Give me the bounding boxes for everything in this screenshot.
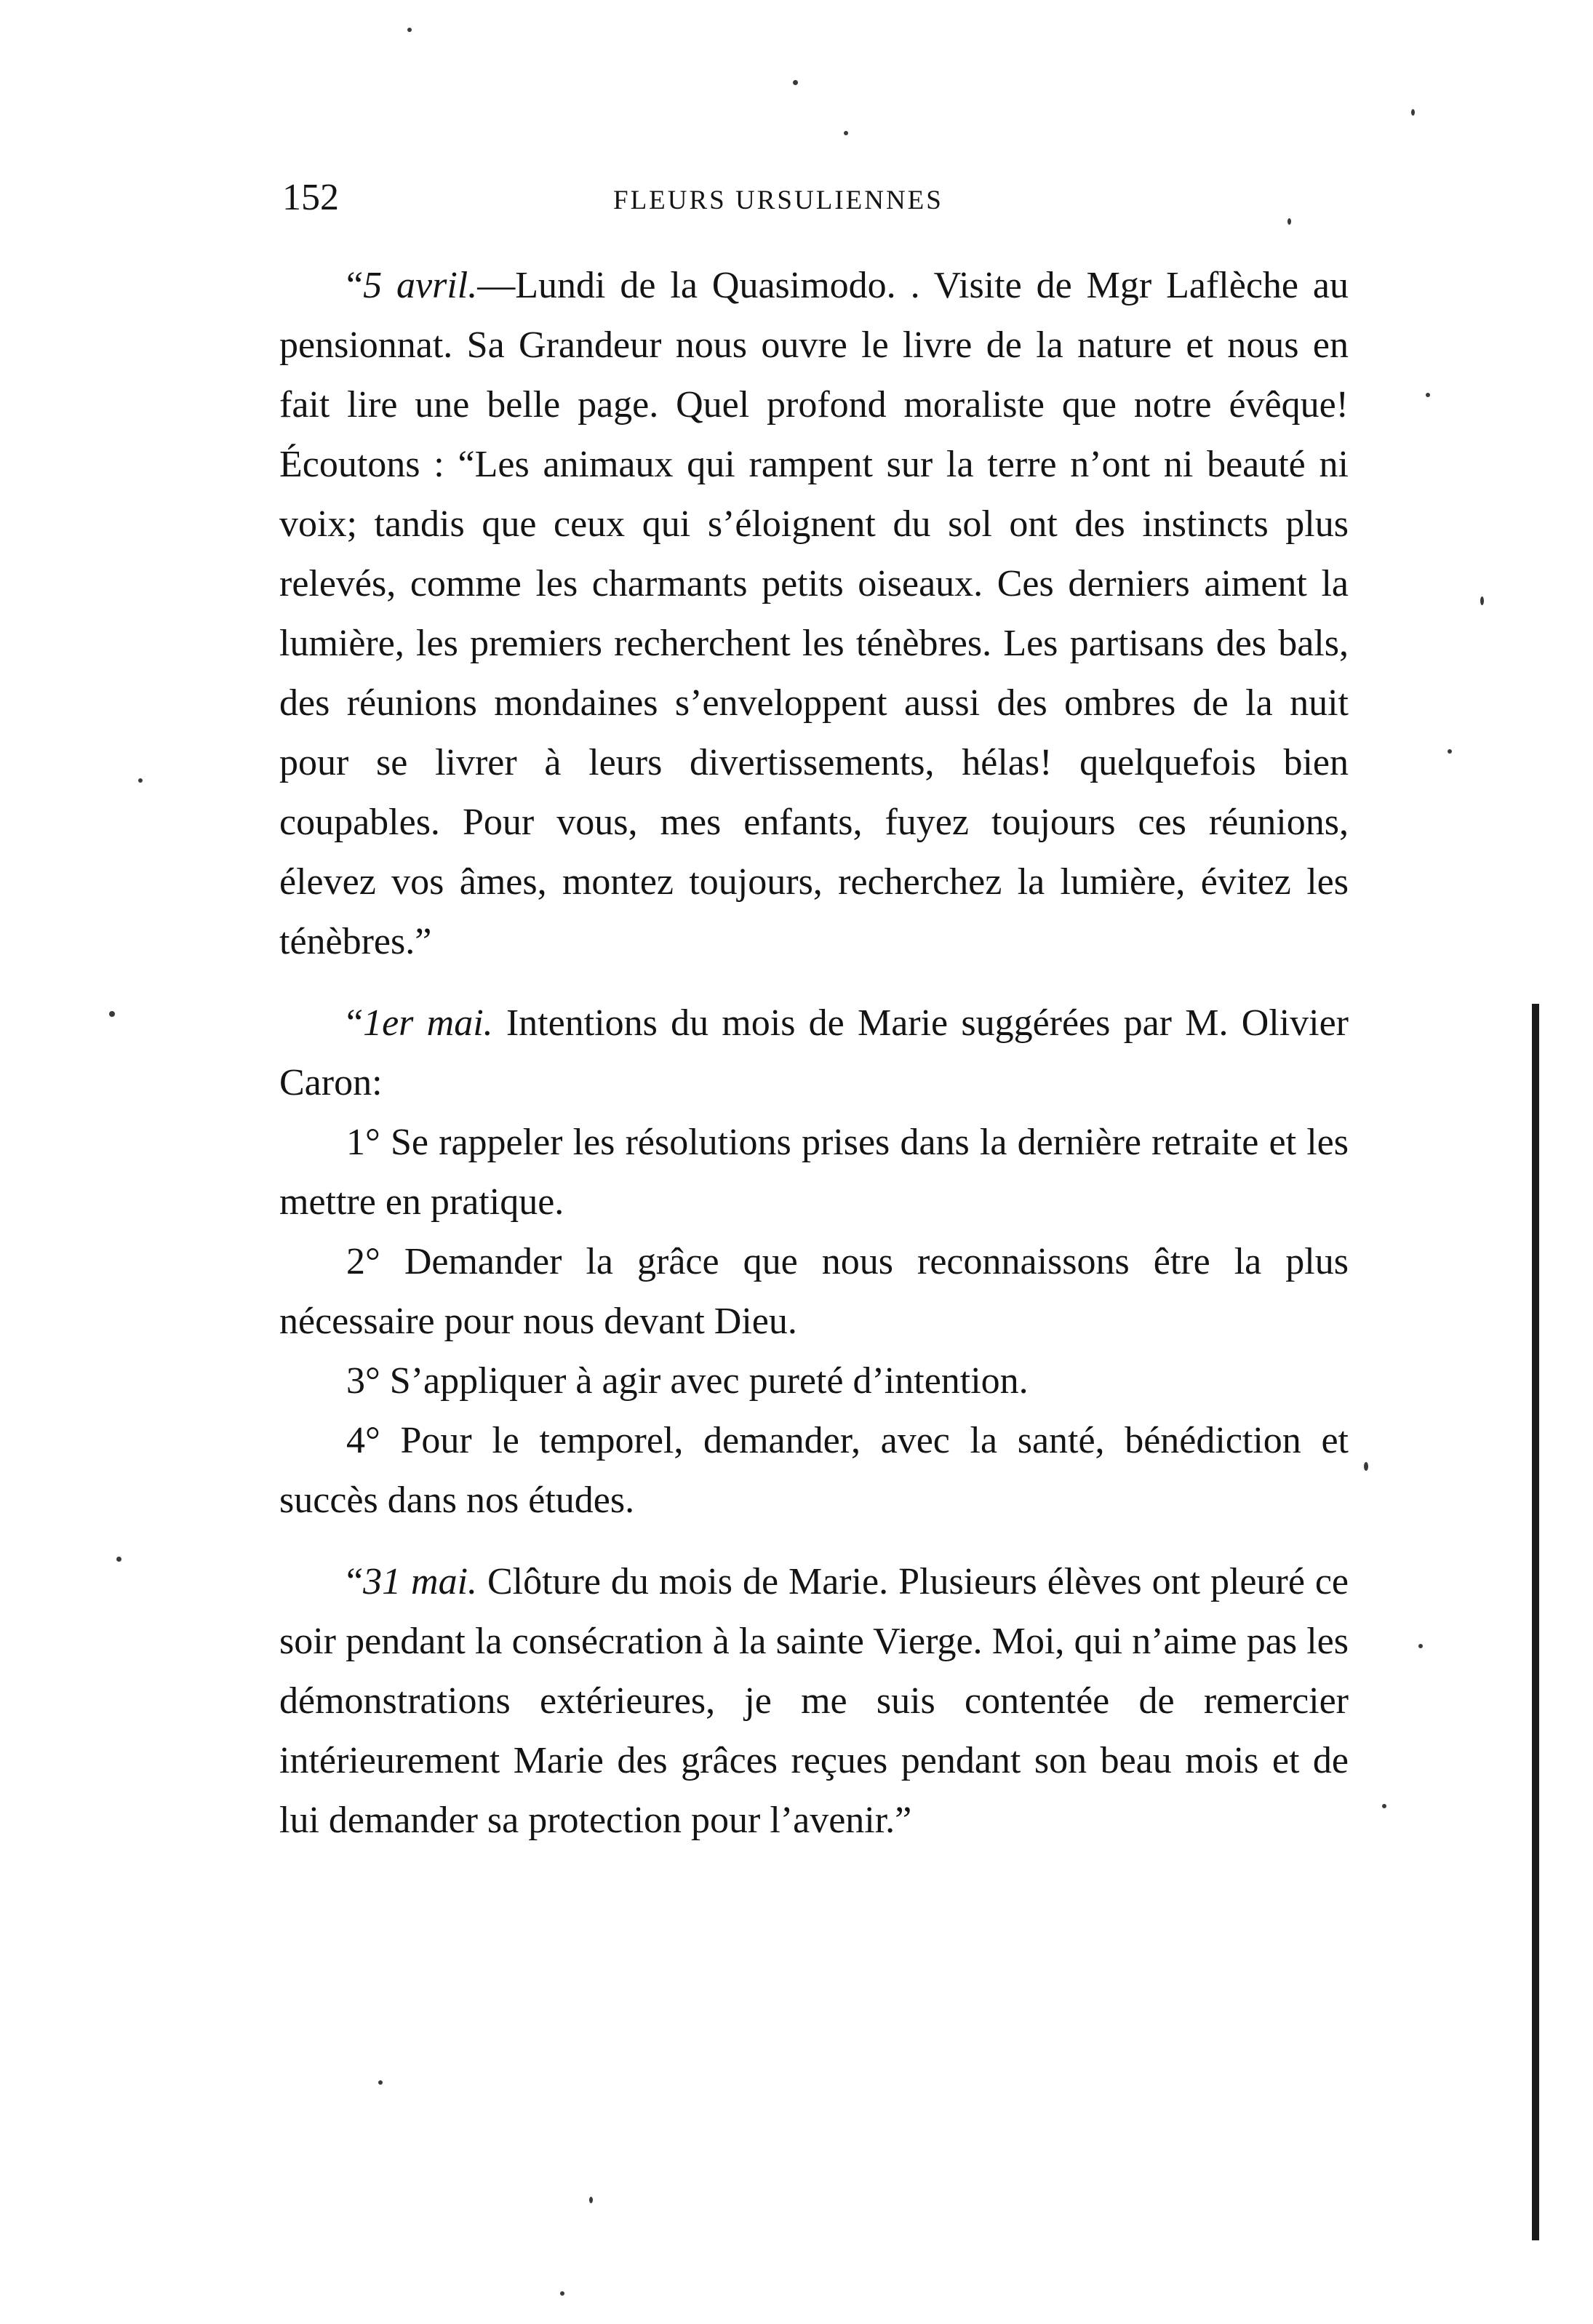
scan-speck bbox=[138, 778, 143, 783]
scan-speck bbox=[1287, 218, 1291, 225]
scan-speck bbox=[109, 1011, 115, 1017]
open-quote: “ bbox=[346, 1561, 364, 1602]
scan-speck bbox=[1480, 596, 1484, 605]
body-text bbox=[279, 256, 1349, 1850]
scan-speck bbox=[844, 131, 848, 135]
scan-speck bbox=[378, 2080, 383, 2085]
entry-april-5 bbox=[279, 256, 1349, 972]
entry-text: —Lundi de la Quasimodo. . Visite de Mgr Laflèche au pensionnat. Sa Grandeur nous ouvre le livre de la nature et nous en fait lire une belle page. Quel profond moraliste que notre évêque! Écoutons : “Les animaux qui rampent sur la terre n’ont ni beauté ni voix; tandis que ceux qui s’éloignent du sol ont des instincts plus relevés, comme les charmants petits oiseaux. Ces derniers aiment la lumière, les premiers recherchent les ténèbres. Les partisans des bals, des réunions mondaines s’enveloppent aussi des ombres de la nuit pour se livrer à leurs divertissements, hélas! quelquefois bien coupables. Pour vous, mes enfants, fuyez toujours ces réunions, élevez vos âmes, montez toujours, recherchez la lumière, évitez les ténèbres.” bbox=[279, 265, 1349, 962]
entry-date: 5 avril. bbox=[363, 265, 478, 306]
scan-speck bbox=[1418, 1644, 1423, 1648]
scan-speck bbox=[1411, 109, 1415, 116]
running-title: FLEURS URSULIENNES bbox=[613, 185, 943, 215]
scan-speck bbox=[793, 80, 798, 85]
intention-item: 1° Se rappeler les résolutions prises dans la dernière retraite et les mettre en pratique. bbox=[279, 1122, 1349, 1223]
entry-date: 31 mai. bbox=[363, 1561, 478, 1602]
intention-item: 4° Pour le temporel, demander, avec la santé, bénédiction et succès dans nos études. bbox=[279, 1420, 1349, 1521]
open-quote: “ bbox=[346, 1002, 364, 1044]
intention-item: 2° Demander la grâce que nous reconnaissons être la plus nécessaire pour nous devant Dieu. bbox=[279, 1241, 1349, 1342]
entry-text: Clôture du mois de Marie. Plusieurs élèves ont pleuré ce soir pendant la consécration à la sainte Vierge. Moi, qui n’aime pas les démonstrations extérieures, je me suis contentée de remercier intérieurement Marie des grâces reçues pendant son beau mois et de lui demander sa protection pour l’avenir.” bbox=[279, 1561, 1349, 1841]
scan-speck bbox=[1382, 1804, 1386, 1808]
open-quote: “ bbox=[346, 265, 364, 306]
entry-may-31 bbox=[279, 1552, 1349, 1850]
scan-speck bbox=[1426, 393, 1430, 397]
scan-speck bbox=[1448, 749, 1452, 754]
scan-speck bbox=[407, 28, 412, 32]
intention-item: 3° S’appliquer à agir avec pureté d’intention. bbox=[346, 1360, 1029, 1402]
scan-speck bbox=[589, 2197, 593, 2203]
scan-speck bbox=[1364, 1462, 1368, 1471]
entry-text: Intentions du mois de Marie suggérées par M. Olivier Caron: bbox=[279, 1002, 1349, 1103]
page-header bbox=[282, 169, 1344, 227]
binding-shadow-rule bbox=[1532, 1004, 1539, 2240]
scan-speck bbox=[116, 1557, 121, 1562]
scan-speck bbox=[560, 2291, 564, 2296]
entry-may-1 bbox=[279, 994, 1349, 1113]
page-number: 152 bbox=[282, 177, 339, 218]
entry-date: 1er mai. bbox=[363, 1002, 493, 1044]
